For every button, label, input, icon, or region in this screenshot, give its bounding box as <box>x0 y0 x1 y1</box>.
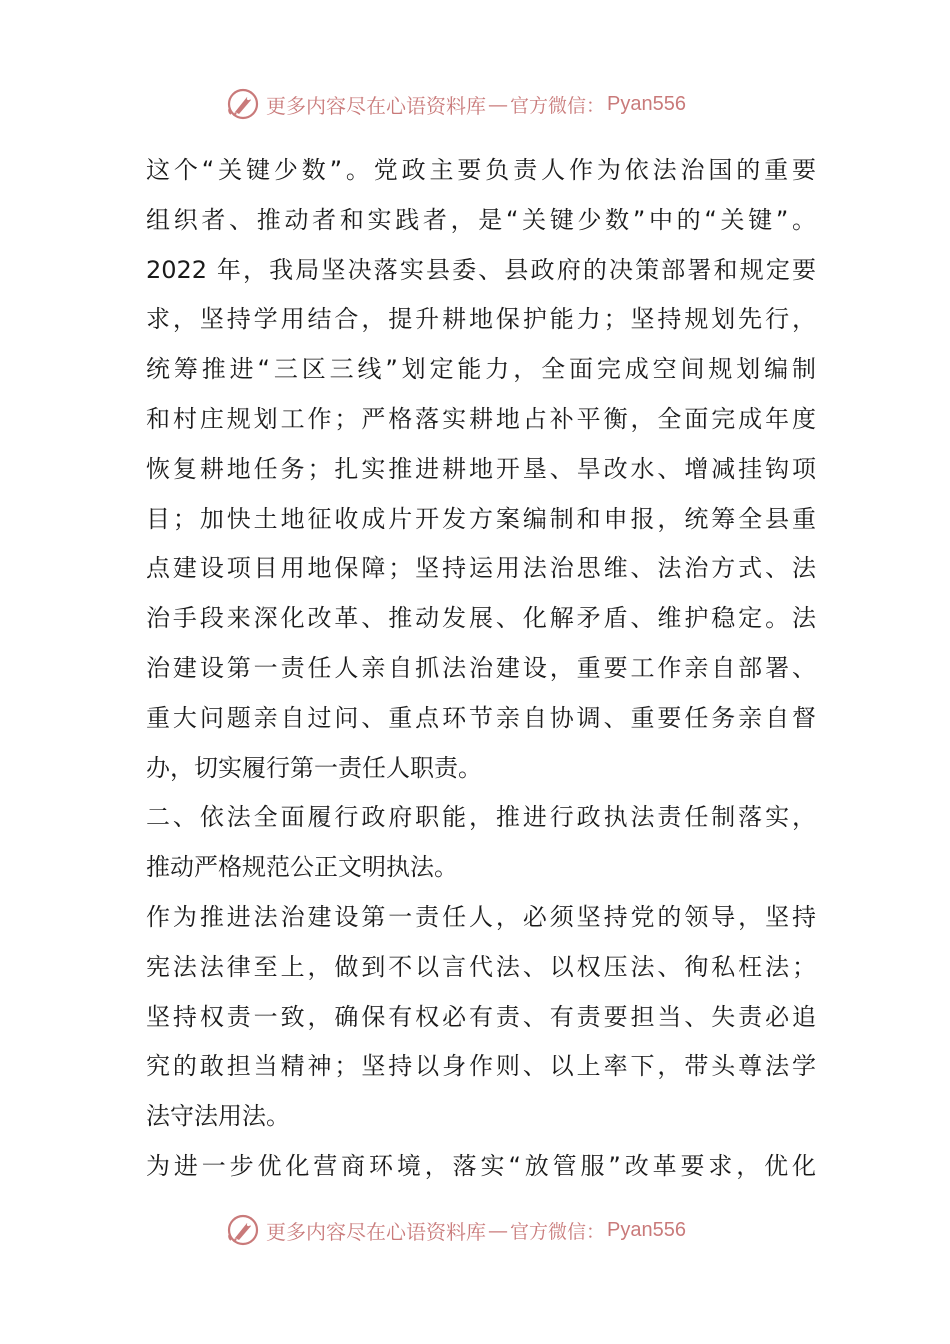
text-line: 究的敢担当精神；坚持以身作则、以上率下，带头尊法学 <box>146 1052 816 1081</box>
section-heading-line: 推动严格规范公正文明执法。 <box>146 853 458 882</box>
banner-text: 更多内容尽在心语资料库 <box>266 93 486 118</box>
text-line: 2022 年，我局坚决落实县委、县政府的决策部署和规定要 <box>146 255 816 284</box>
text-line: 这个“关键少数”。党政主要负责人作为依法治国的重要 <box>146 156 816 184</box>
text-line: 点建设项目用地保障；坚持运用法治思维、法治方式、法 <box>146 554 816 583</box>
text-line: 治建设第一责任人亲自抓法治建设，重要工作亲自部署、 <box>146 653 816 682</box>
text-line: 重大问题亲自过问、重点环节亲自协调、重要任务亲自督 <box>146 703 816 732</box>
banner-dash: — <box>488 1218 508 1242</box>
banner-wechat-id: Pyan556 <box>607 1218 686 1241</box>
text-line: 组织者、推动者和实践者，是“关键少数”中的“关键”。 <box>146 205 816 234</box>
banner-dash: — <box>488 92 508 116</box>
text-line: 治手段来深化改革、推动发展、化解矛盾、维护稳定。法 <box>146 604 816 633</box>
text-line: 为进一步优化营商环境，落实“放管服”改革要求，优化 <box>146 1151 816 1180</box>
banner-wechat-label: 官方微信： <box>510 1220 606 1243</box>
text-line: 坚持权责一致，确保有权必有责、有责要担当、失责必追 <box>146 1002 816 1031</box>
footer-banner <box>226 1210 686 1250</box>
body-text <box>146 146 816 1192</box>
text-line: 求，坚持学用结合，提升耕地保护能力；坚持规划先行， <box>146 305 816 334</box>
text-line: 宪法法律至上，做到不以言代法、以权压法、徇私枉法； <box>146 952 816 981</box>
text-line: 作为推进法治建设第一责任人，必须坚持党的领导，坚持 <box>146 902 816 931</box>
text-line: 和村庄规划工作；严格落实耕地占补平衡，全面完成年度 <box>146 404 816 433</box>
pen-nib-logo-icon <box>226 1213 260 1247</box>
text-line: 法守法用法。 <box>146 1102 290 1131</box>
banner-wechat-id: Pyan556 <box>607 92 686 115</box>
section-heading-line: 二、依法全面履行政府职能，推进行政执法责任制落实， <box>146 803 816 832</box>
pen-nib-logo-icon <box>226 87 260 121</box>
text-line: 统筹推进“三区三线”划定能力，全面完成空间规划编制 <box>146 355 816 384</box>
banner-wechat-label: 官方微信： <box>510 94 606 117</box>
text-line: 办，切实履行第一责任人职责。 <box>146 753 482 782</box>
text-line: 目；加快土地征收成片开发方案编制和申报，统筹全县重 <box>146 504 816 533</box>
text-line: 恢复耕地任务；扎实推进耕地开垦、旱改水、增减挂钩项 <box>146 454 816 483</box>
banner-text: 更多内容尽在心语资料库 <box>266 1219 486 1244</box>
header-banner <box>226 84 686 124</box>
